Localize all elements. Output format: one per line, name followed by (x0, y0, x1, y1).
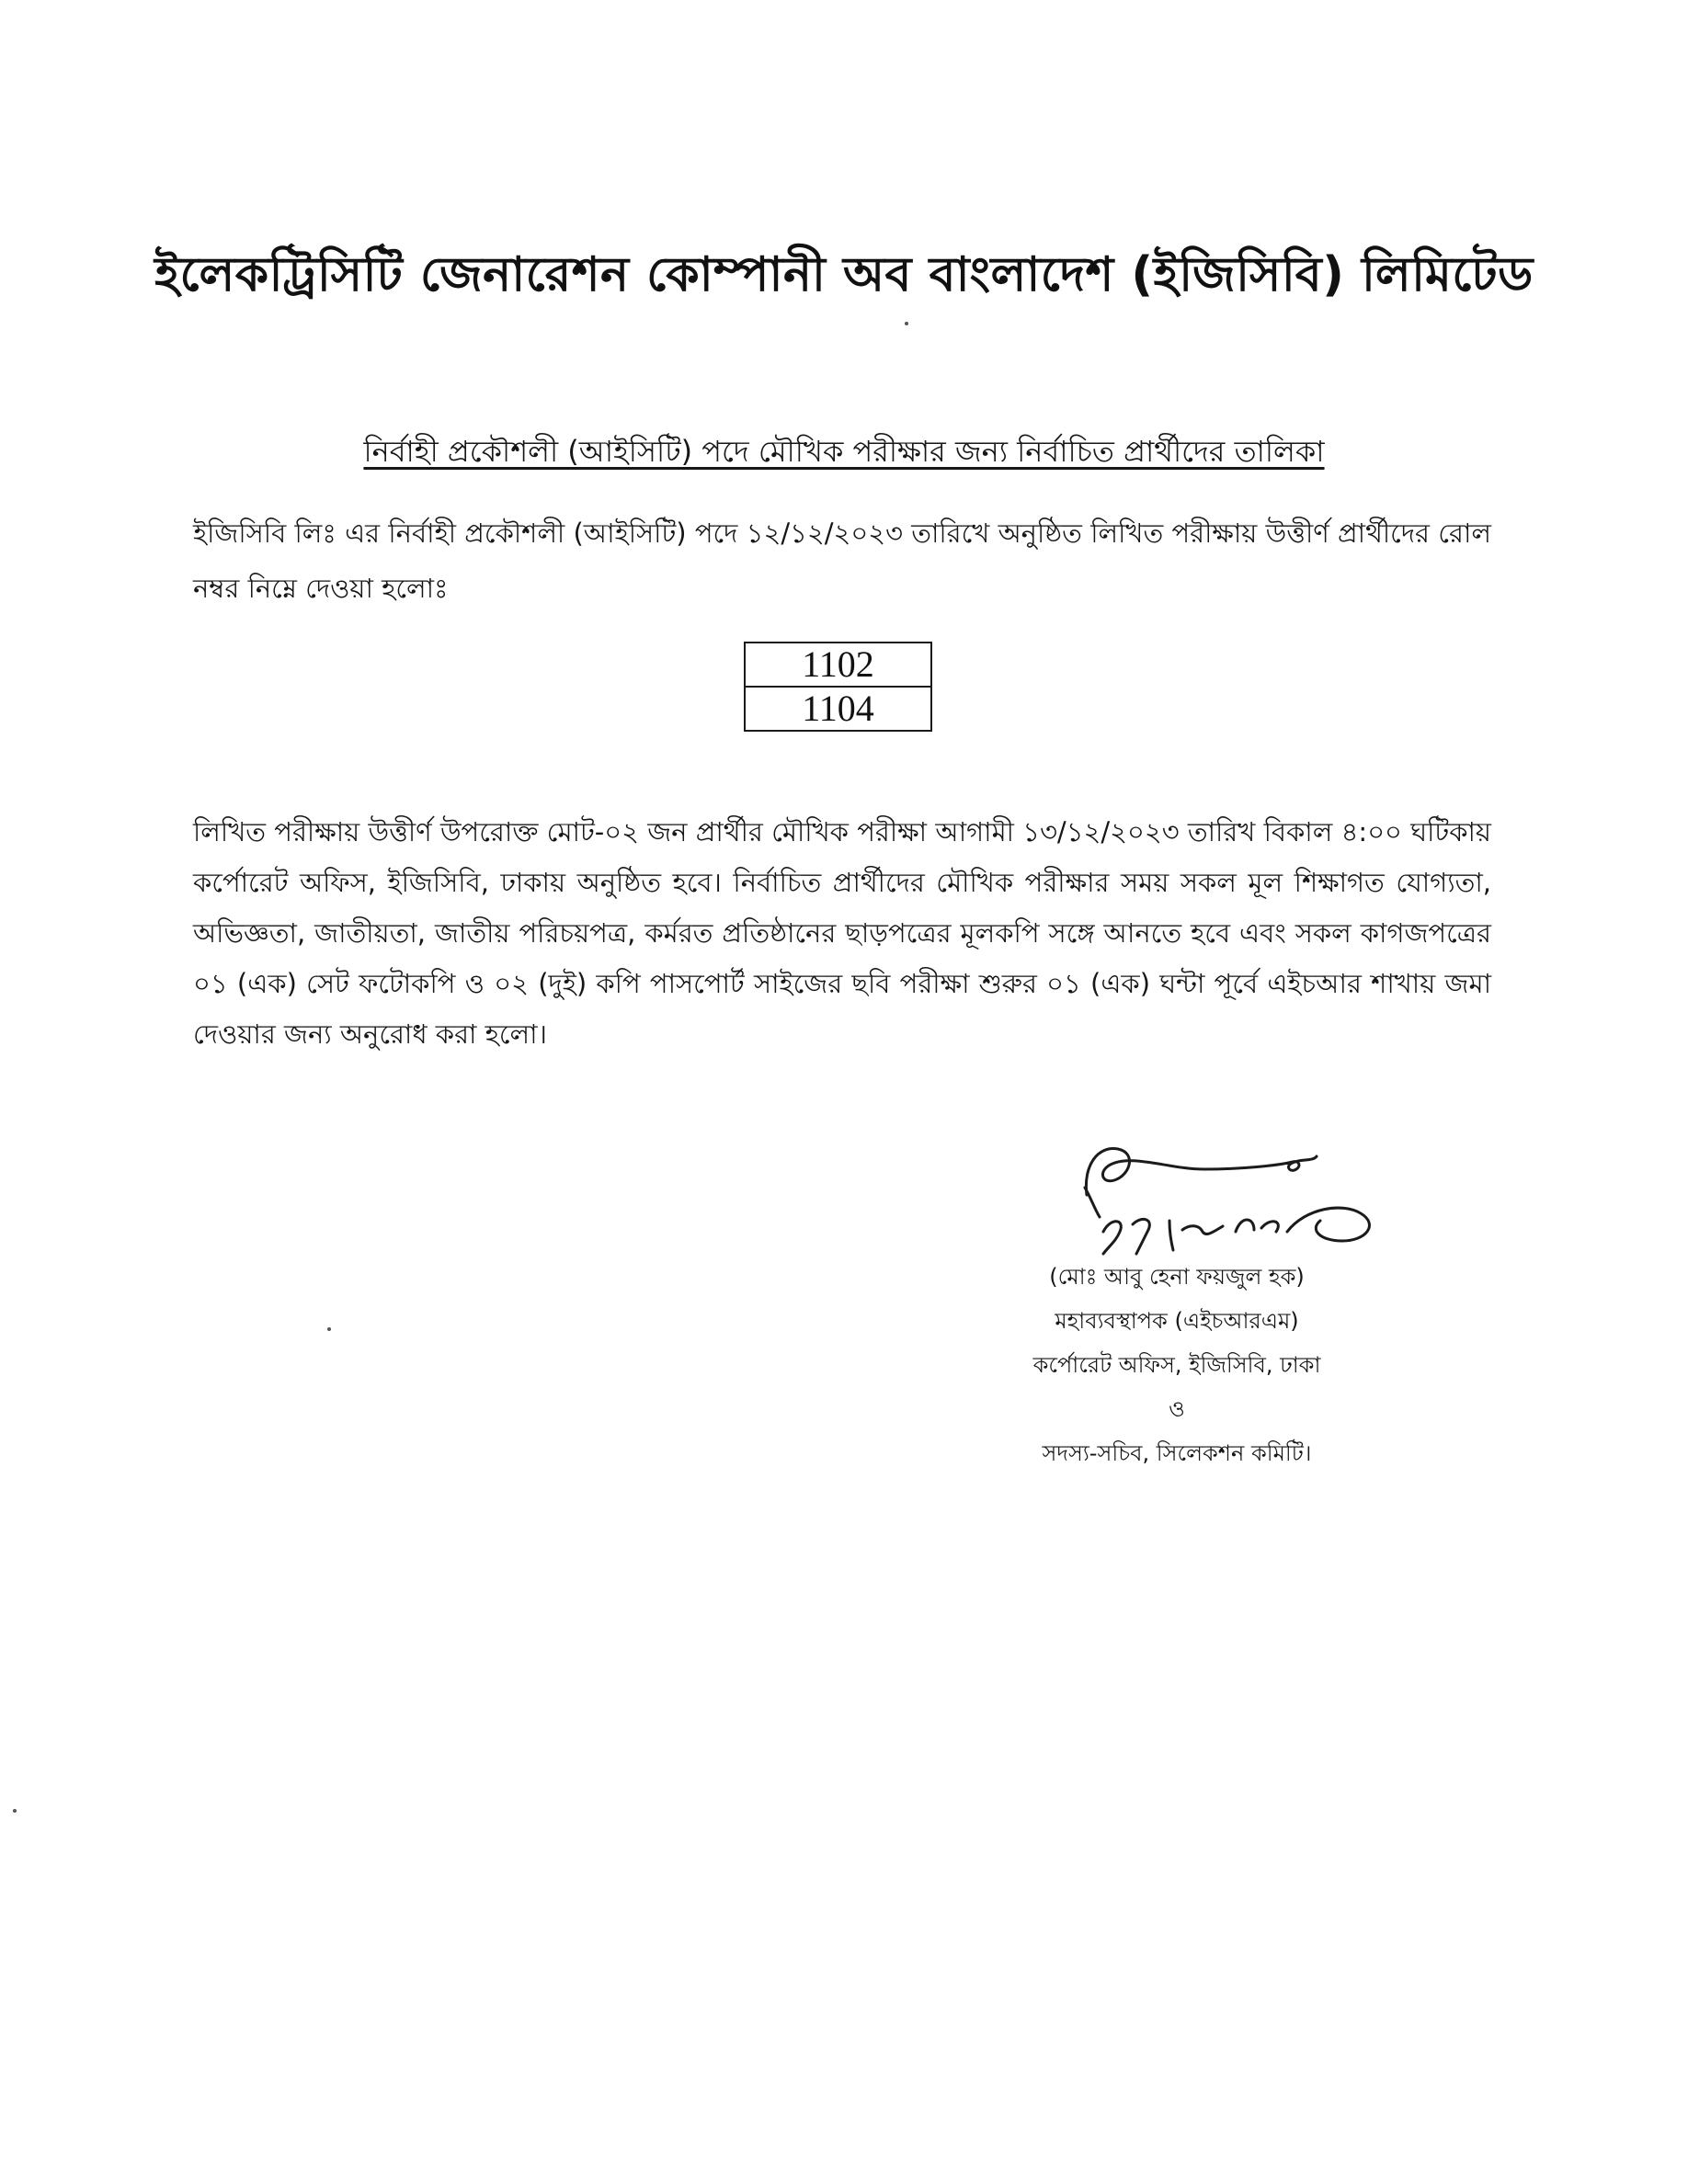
roll-number-table (744, 642, 932, 732)
signatory-designation: মহাব্যবস্থাপক (এইচআরএম) (1055, 1308, 1299, 1334)
roll-number-cell: 1102 (745, 643, 931, 687)
notice-heading (0, 428, 1688, 478)
handwritten-signature (1066, 1129, 1416, 1257)
signatory-block (975, 1255, 1379, 1475)
scan-speck (905, 322, 908, 325)
organization-title: ইলেকট্রিসিটি জেনারেশন কোম্পানী অব বাংলাদেশ (ইজিসিবি) লিমিটেড (154, 247, 1534, 302)
roll-number-cell: 1104 (745, 687, 931, 731)
notice-heading-text: নির্বাহী প্রকৌশলী (আইসিটি) পদে মৌখিক পরীক্ষার জন্য নির্বাচিত প্রার্থীদের তালিকা (363, 434, 1325, 469)
scan-speck (327, 1327, 331, 1331)
instructions-paragraph: লিখিত পরীক্ষায় উত্তীর্ণ উপরোক্ত মোট-০২ জন প্রার্থীর মৌখিক পরীক্ষা আগামী ১৩/১২/২০২৩ তারিখ বিকাল ৪:০০ ঘটিকায় কর্পোরেট অফিস, ইজিসিবি, ঢাকায় অনুষ্ঠিত হবে। নির্বাচিত প্রার্থীদের মৌখিক পরীক্ষার সময় সকল মূল শিক্ষাগত যোগ্যতা, অভিজ্ঞতা, জাতীয়তা, জাতীয় পরিচয়পত্র, কর্মরত প্রতিষ্ঠানের ছাড়পত্রের মূলকপি সঙ্গে আনতে হবে এবং সকল কাগজপত্রের ০১ (এক) সেট ফটোকপি ও ০২ (দুই) কপি পাসপোর্ট সাইজের ছবি পরীক্ষা শুরুর ০১ (এক) ঘন্টা পূর্বে এইচআর শাখায় জমা দেওয়ার জন্য অনুরোধ করা হলো। (193, 816, 1491, 1050)
scan-speck (13, 1809, 17, 1813)
signatory-name: (মোঃ আবু হেনা ফয়জুল হক) (1049, 1264, 1305, 1290)
intro-paragraph: ইজিসিবি লিঃ এর নির্বাহী প্রকৌশলী (আইসিটি) পদে ১২/১২/২০২৩ তারিখে অনুষ্ঠিত লিখিত পরীক্ষায় উত্তীর্ণ প্রার্থীদের রোল নম্বর নিম্নে দেওয়া হলোঃ (193, 518, 1491, 604)
signatory-role: সদস্য-সচিব, সিলেকশন কমিটি। (1042, 1440, 1312, 1466)
table-row (745, 643, 931, 687)
table-row (745, 687, 931, 731)
signatory-office: কর্পোরেট অফিস, ইজিসিবি, ঢাকা (1032, 1352, 1321, 1378)
signatory-conjunction: ও (1169, 1396, 1185, 1422)
